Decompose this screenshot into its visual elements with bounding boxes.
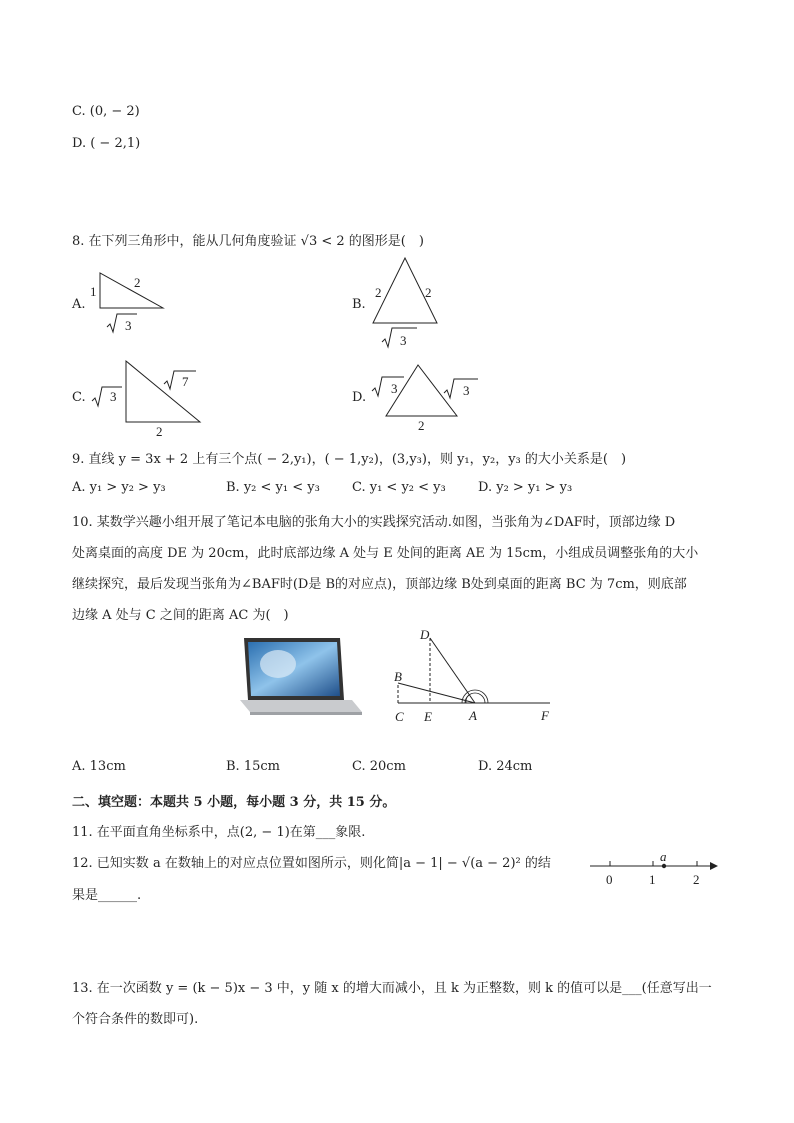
q10-line-3: 继续探究，最后发现当张角为∠BAF时(D是 B的对应点)，顶部边缘 B处到桌面的距离 BC 为 7cm，则底部	[72, 577, 687, 592]
q12-line-2: 果是______.	[72, 888, 142, 903]
q13-line-2: 个符合条件的数即可).	[72, 1012, 199, 1027]
section-2-heading: 二、填空题：本题共 5 小题，每小题 3 分，共 15 分。	[72, 795, 396, 810]
q10-option-a: A. 13cm	[72, 759, 126, 774]
point-c-label: C	[395, 709, 404, 724]
fig-a-hyp: 2	[134, 275, 141, 290]
q10-option-b: B. 15cm	[226, 759, 280, 774]
point-a-label: A	[469, 708, 477, 723]
q11-stem: 11. 在平面直角坐标系中，点(2, − 1)在第___象限.	[72, 825, 366, 840]
q8-option-d-label: D.	[352, 390, 367, 405]
q9-stem: 9. 直线 y = 3x + 2 上有三个点( − 2,y₁)，( − 1,y₂)，(3,y₃)，则 y₁，y₂，y₃ 的大小关系是( )	[72, 452, 627, 467]
q9-option-a: A. y₁ > y₂ > y₃	[72, 480, 166, 495]
q8-figure-c	[88, 358, 208, 440]
fig-c-hyp: 7	[182, 374, 189, 389]
tick-1: 1	[649, 872, 656, 887]
sqrt-icon	[444, 379, 478, 398]
q10-line-1: 10. 某数学兴趣小组开展了笔记本电脑的张角大小的实践探究活动.如图，当张角为∠DAF时，顶部边缘 D	[72, 515, 676, 530]
sqrt-icon	[107, 314, 137, 332]
q8-figure-a	[85, 268, 175, 336]
q10-geometry-figure	[390, 625, 560, 727]
q9-option-b: B. y₂ < y₁ < y₃	[226, 480, 320, 495]
fig-b-right: 2	[425, 285, 432, 300]
fig-a-leg2: 3	[125, 318, 132, 333]
fig-d-left: 3	[391, 381, 398, 396]
tick-0: 0	[606, 872, 613, 887]
q12-number-line	[588, 850, 723, 890]
sqrt-icon	[372, 377, 404, 396]
q8-stem: 8. 在下列三角形中，能从几何角度验证 √3 < 2 的图形是( )	[72, 234, 424, 249]
q10-option-c: C. 20cm	[352, 759, 406, 774]
fig-d-base: 2	[418, 418, 425, 433]
q8-option-c-label: C.	[72, 390, 86, 405]
fig-b-left: 2	[375, 285, 382, 300]
point-d-label: D	[420, 627, 430, 642]
fig-b-base: 3	[400, 333, 407, 348]
sqrt-icon	[164, 371, 196, 389]
laptop-image	[240, 636, 364, 718]
fig-a-leg1: 1	[90, 284, 97, 299]
q7-option-d: D. ( − 2,1)	[72, 136, 141, 151]
tick-2: 2	[693, 872, 700, 887]
fig-c-base: 2	[156, 424, 163, 439]
fig-c-leg: 3	[110, 389, 117, 404]
q10-line-2: 处离桌面的高度 DE 为 20cm，此时底部边缘 A 处与 E 处间的距离 AE 为 15cm，小组成员调整张角的大小	[72, 546, 699, 561]
fig-d-right: 3	[463, 383, 470, 398]
point-b-label: B	[394, 669, 402, 684]
q10-option-d: D. 24cm	[478, 759, 533, 774]
q8-figure-b	[365, 255, 455, 353]
point-f-label: F	[541, 708, 549, 723]
q13-line-1: 13. 在一次函数 y = (k − 5)x − 3 中，y 随 x 的增大而减小，且 k 为正整数，则 k 的值可以是___(任意写出一	[72, 981, 712, 996]
q8-option-b-label: B.	[352, 297, 366, 312]
q9-option-d: D. y₂ > y₁ > y₃	[478, 480, 573, 495]
point-a-marker: a	[660, 849, 667, 864]
q8-figure-d	[368, 362, 483, 437]
q7-option-c: C. (0, − 2)	[72, 104, 140, 119]
q9-option-c: C. y₁ < y₂ < y₃	[352, 480, 446, 495]
q12-line-1: 12. 已知实数 a 在数轴上的对应点位置如图所示，则化简|a − 1| − √(a − 2)² 的结	[72, 856, 551, 871]
q10-line-4: 边缘 A 处与 C 之间的距离 AC 为( )	[72, 608, 289, 623]
sqrt-icon	[92, 387, 122, 406]
point-e-label: E	[424, 709, 432, 724]
q8-option-a-label: A.	[72, 297, 86, 312]
